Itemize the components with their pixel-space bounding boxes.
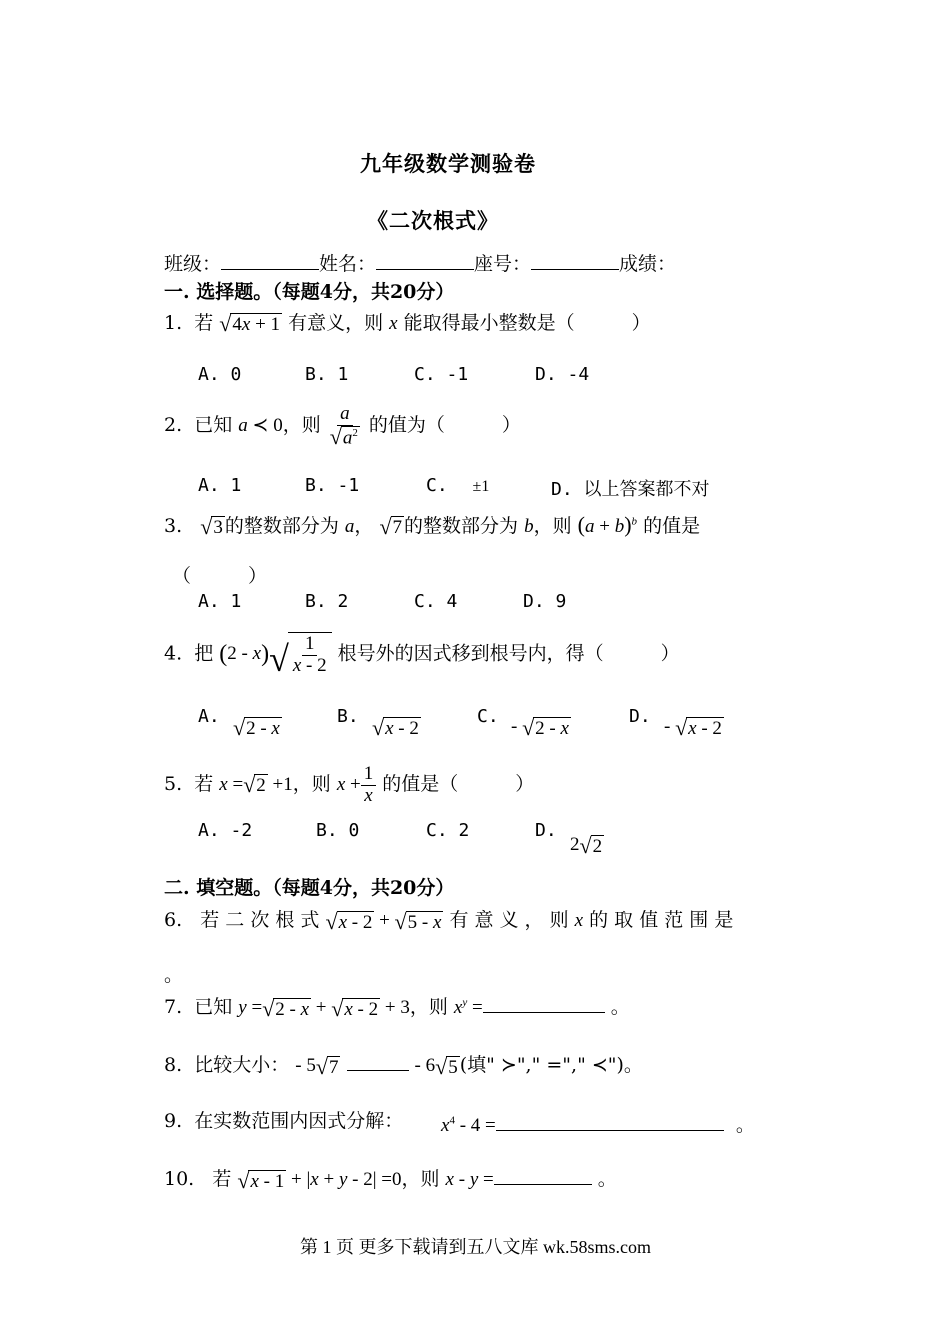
question-3 [164,511,700,538]
q6-tail: 。 [164,964,184,986]
q6-number: 6. [164,909,183,931]
q6-text-mid: 有 意 义 ， 则 [449,909,569,931]
q8-number: 8. [164,1054,183,1076]
q10-text-mid: ，则 [401,1168,440,1190]
q3-option-c[interactable]: C. 4 [414,591,458,612]
q1-option-d[interactable]: D. -4 [535,364,590,385]
q9-expression: $x^4 - 4$ = 。 [441,1114,755,1136]
q5-text-post: 的值是（ ） [382,772,535,795]
q7-text-mid: ，则 [409,996,448,1018]
q4-option-a[interactable]: A. [198,706,220,727]
q8-text-pre: 比较大小： [194,1054,290,1076]
q4-option-b-expr: √ x - 2 [372,714,419,740]
q7-condition: y = √ 2 - x + √ x - 2 + 3 [238,995,410,1021]
seat-field[interactable] [531,251,619,270]
q5-option-b[interactable]: B. 0 [316,820,360,841]
q4-text-pre: 把 [194,642,214,665]
q3-text-4: ，则 [533,515,572,537]
q3-number: 3. [164,515,183,537]
q1-number: 1. [164,312,183,334]
q3-paren: （ ） [172,565,268,587]
q3-sqrt3: √ 3 [200,514,223,539]
q3-text-5: 的值是 [643,515,701,537]
q1-text-pre: 若 [194,312,214,334]
q2-number: 2. [164,414,183,437]
seat-label: 座号： [474,253,532,275]
question-6 [164,905,733,933]
question-10 [164,1164,617,1192]
q5-option-c[interactable]: C. 2 [426,820,470,841]
q3-text-1: 的整数部分为 [224,515,339,537]
q8-fill-hint: (填" ≻"," ="," ≺") [459,1054,624,1076]
question-2 [164,404,521,448]
q3-sqrt7: √ 7 [379,514,403,539]
score-label: 成绩： [619,253,677,275]
name-label: 姓名： [319,253,377,275]
q4-option-c[interactable]: C. [477,706,499,727]
q4-option-b[interactable]: B. [337,706,359,727]
q5-text-pre: 若 [194,772,214,795]
q5-expression: x + $\frac{1}{x}$ [337,774,376,795]
q2-condition: a ≺ 0 [238,415,283,437]
q2-fraction: a √ $a^2$ [329,403,358,450]
q4-text-post: 根号外的因式移到根号内，得（ ） [337,642,680,665]
q2-text-pre: 已知 [194,414,233,437]
q1-radical: √ 4x + 1 [219,311,281,336]
q5-option-d[interactable]: D. [535,820,557,841]
q8-answer-blank[interactable] [347,1052,409,1071]
q9-number: 9. [164,1110,183,1132]
q8-right-expr: - 6 √ 5 [414,1053,458,1079]
class-label: 班级： [164,253,222,275]
question-9 [164,1106,403,1133]
q2-option-c[interactable]: C. ±1 [426,475,490,496]
q4-option-a-expr: √ 2 - x [233,714,280,740]
q5-option-d-expr: 2 √ 2 [570,832,603,858]
q4-option-c-expr: - √ 2 - x [511,714,569,740]
q6-var-x: x [574,910,584,931]
class-field[interactable] [221,251,319,270]
q4-option-d-expr: - √ x - 2 [664,714,722,740]
q4-expression: ( 2 - x ) √ $\frac{1}{x - 2}$ [219,632,331,677]
q10-answer-blank[interactable] [494,1166,592,1185]
q4-option-d[interactable]: D. [629,706,651,727]
q5-number: 5. [164,772,183,795]
q3-text-2: ， [354,515,374,537]
q2-text-mid: ，则 [282,414,321,437]
q2-text-post: 的值为（ ） [368,414,521,437]
q1-option-a[interactable]: A. 0 [198,364,242,385]
q10-tail: 。 [597,1168,617,1190]
q7-tail: 。 [610,996,630,1018]
q9-tail: 。 [735,1114,755,1136]
name-field[interactable] [376,251,474,270]
section2-heading: 二. 填空题。（每题4分，共20分） [164,877,455,899]
q3-text-3: 的整数部分为 [404,515,519,537]
q1-text-post: 能取得最小整数是（ ） [403,312,651,334]
q3-option-a[interactable]: A. 1 [198,591,242,612]
q9-text-pre: 在实数范围内因式分解： [194,1110,404,1132]
q6-text-pre: 若 二 次 根 式 [200,909,320,931]
question-5 [164,764,534,807]
q7-text-pre: 已知 [194,996,233,1018]
student-info-row [164,249,676,276]
q8-left-expr: - 5 √ 7 [295,1053,339,1079]
q3-var-b: b [524,516,534,537]
question-4 [164,632,680,677]
q10-number: 10. [164,1168,195,1190]
q2-option-d[interactable]: D. 以上答案都不对 [551,479,710,500]
q10-expression: x - y = [445,1169,494,1190]
q1-option-b[interactable]: B. 1 [305,364,349,385]
q5-condition: x = √ 2 +1 [219,772,293,798]
q3-var-a: a [344,516,355,537]
q7-number: 7. [164,996,183,1018]
q10-text-pre: 若 [212,1168,232,1190]
question-8 [164,1050,643,1078]
q6-text-post: 的 取 值 范 围 是 [589,909,734,931]
q9-answer-blank[interactable] [496,1112,724,1131]
question-1 [164,308,651,335]
q10-condition: √ x - 1 + |x + y - 2| =0 [237,1167,402,1193]
page-title: 九年级数学测验卷 [360,151,536,176]
q7-answer-blank[interactable] [483,994,605,1013]
q5-option-a[interactable]: A. -2 [198,820,253,841]
q8-tail: 。 [623,1054,643,1076]
q1-text-mid: 有意义，则 [288,312,384,334]
q1-var-x: x [389,313,398,334]
q6-expression: √ x - 2 + √ 5 - x [325,908,442,934]
q1-option-c[interactable]: C. -1 [414,364,469,385]
q7-expression: $x^y$ = [453,996,483,1018]
q3-expression: $(a + b)^b$ [577,512,638,537]
page-footer: 第 1 页 更多下载请到五八文库 wk.58sms.com [300,1237,651,1257]
q3-option-b[interactable]: B. 2 [305,591,349,612]
page-subtitle: 《二次根式》 [367,208,499,233]
q5-text-mid: ，则 [292,772,331,795]
q3-option-d[interactable]: D. 9 [523,591,567,612]
question-7 [164,992,630,1020]
q4-number: 4. [164,642,183,665]
q2-option-b[interactable]: B. -1 [305,475,360,496]
section1-heading: 一. 选择题。（每题4分，共20分） [164,281,455,303]
q2-option-a[interactable]: A. 1 [198,475,242,496]
